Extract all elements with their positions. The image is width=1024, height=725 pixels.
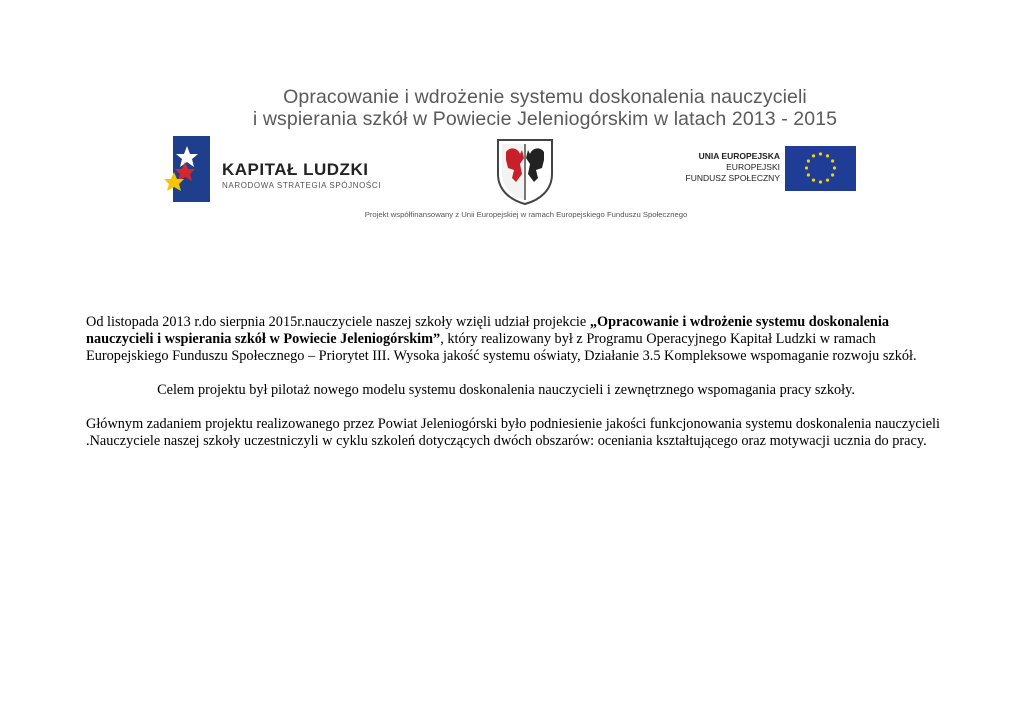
- project-banner: [160, 80, 870, 230]
- kapital-ludzki-logo-icon: [165, 136, 210, 202]
- paragraph-intro: Od listopada 2013 r.do sierpnia 2015r.nauczyciele naszej szkoły wzięli udział projekcie: [86, 314, 590, 330]
- paragraph-project-goal: Celem projektu był pilotaż nowego modelu systemu doskonalenia nauczycieli i zewnętrznego wspomagania pracy szkoły.: [157, 382, 855, 398]
- coat-of-arms-icon: [496, 138, 554, 206]
- eu-flag-icon: [785, 146, 856, 191]
- eu-line3: FUNDUSZ SPOŁECZNY: [685, 173, 780, 183]
- paragraph-project-info: [86, 314, 946, 365]
- project-title: „Opracowanie i wdrożenie systemu doskonalenia nauczycieli i wspierania szkół w Powiecie Jeleniogórskim”: [86, 314, 889, 347]
- eu-text: [675, 151, 780, 184]
- cofinance-note: Projekt współfinansowany z Unii Europejskiej w ramach Europejskiego Funduszu Społecznego: [364, 210, 688, 219]
- kapital-ludzki-name: KAPITAŁ LUDZKI: [222, 160, 369, 179]
- eu-line2: EUROPEJSKI: [726, 162, 780, 172]
- document-body: [86, 314, 946, 450]
- banner-title-line2: i wspierania szkół w Powiecie Jeleniogórskim w latach 2013 - 2015: [252, 108, 838, 130]
- eu-line1: UNIA EUROPEJSKA: [698, 151, 780, 161]
- kapital-ludzki-text: [222, 160, 381, 190]
- kapital-ludzki-subtitle: NARODOWA STRATEGIA SPÓJNOŚCI: [222, 181, 382, 190]
- banner-title-line1: Opracowanie i wdrożenie systemu doskonalenia nauczycieli: [283, 86, 807, 108]
- paragraph-rest: , który realizowany był z Programu Operacyjnego Kapitał Ludzki w ramach Europejskiego Funduszu Społecznego – Priorytet III. Wysoka jakość systemu oświaty, Działanie 3.5 Kompleksowe wspomaganie rozwoju szkół.: [86, 331, 917, 364]
- banner-title: [245, 86, 845, 130]
- paragraph-main-task: Głównym zadaniem projektu realizowanego przez Powiat Jeleniogórski było podniesienie jakości funkcjonowania systemu doskonalenia nauczycieli .Nauczyciele naszej szkoły uczestniczyli w cyklu szkoleń dotyczących dwóch obszarów: oceniania kształtującego oraz motywacji ucznia do pracy.: [86, 416, 940, 449]
